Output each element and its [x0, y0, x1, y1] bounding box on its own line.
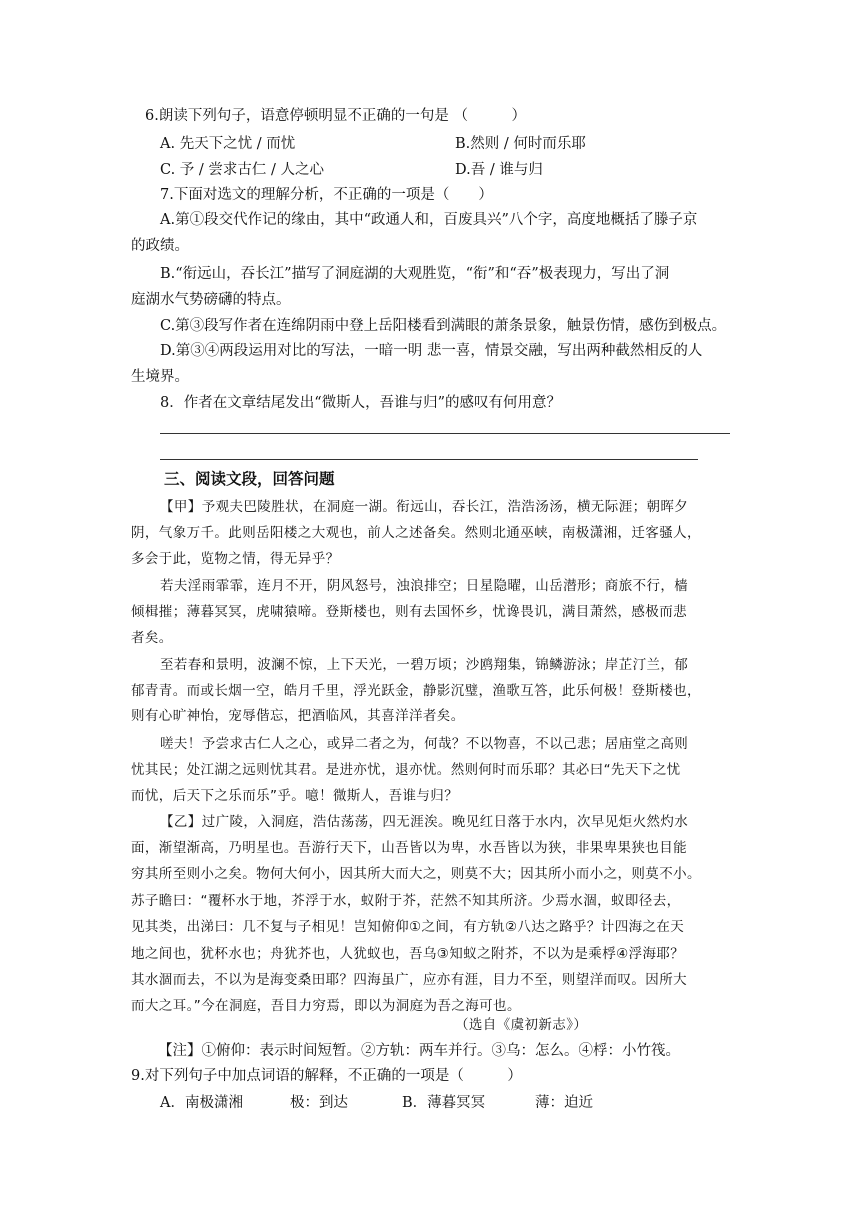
- passage-jia-line: 多会于此，览物之情，得无异乎？: [131, 551, 340, 567]
- annotation-notes: 【注】①俯仰：表示时间短暂。②方轨：两车并行。③乌：怎么。④桴：小竹筏。: [158, 1043, 680, 1059]
- question-6-option-a: A. 先天下之忧 / 而忧: [160, 136, 296, 152]
- question-9-option-b: B．薄暮冥冥: [402, 1095, 486, 1111]
- passage-yi-line: 穷其所至则小之矣。物何大何小，因其所大而大之，则莫不大；因其所小而小之，则莫不小。: [131, 866, 701, 882]
- question-6-stem: 6.朗读下列句子，语意停顿明显不正确的一句是 （ ）: [145, 108, 526, 124]
- passage-yi-line: 其水涸而去，不以为是海变桑田耶？四海虽广，应亦有涯，目力不至，则望洋而叹。因所大: [131, 972, 687, 988]
- question-9-option-b-gloss: 薄：迫近: [535, 1095, 593, 1111]
- answer-line-1: [160, 433, 730, 434]
- passage-yi-line: 面，渐望渐高，乃明星也。吾游行天下，山吾皆以为卑，水吾皆以为狭，非果卑果狭也目能: [131, 840, 687, 856]
- passage-jia-line: 【甲】予观夫巴陵胜状，在洞庭一湖。衔远山，吞长江，浩浩汤汤，横无际涯；朝晖夕: [160, 499, 689, 515]
- question-7-option-c: C.第③段写作者在连绵阴雨中登上岳阳楼看到满眼的萧条景象，触景伤情，感伤到极点。: [160, 318, 727, 334]
- passage-yi-line: 地之间也，犹杯水也；舟犹芥也，人犹蚁也，吾乌③知蚁之附芥，不以为是乘桴④浮海耶？: [131, 946, 685, 962]
- passage-jia-line: 忧其民；处江湖之远则忧其君。是进亦忧，退亦忧。然则何时而乐耶？其必曰“先天下之忧: [131, 762, 681, 778]
- passage-yi-line: 见其类，出涕曰：几不复与子相见！岂知俯仰①之间，有方轨②八达之路乎？计四海之在天: [131, 919, 685, 935]
- question-9-option-a: A．南极潇湘: [160, 1095, 243, 1111]
- question-8-stem: 8．作者在文章结尾发出“微斯人，吾谁与归”的感叹有何用意？: [160, 395, 562, 411]
- passage-jia-line: 若夫淫雨霏霏，连月不开，阴风怒号，浊浪排空；日星隐曜，山岳潜形；商旅不行，樯: [160, 578, 689, 594]
- answer-line-2: [160, 459, 698, 460]
- question-7-option-d-line1: D.第③④两段运用对比的写法，一暗一明 悲一喜，情景交融，写出两种截然相反的人: [160, 343, 703, 359]
- passage-jia-line: 郁青青。而或长烟一空，皓月千里，浮光跃金，静影沉璧，渔歌互答，此乐何极！登斯楼也，: [131, 683, 701, 699]
- passage-jia-line: 倾楫摧；薄暮冥冥，虎啸猿啼。登斯楼也，则有去国怀乡，忧谗畏讥，满目萧然，感极而悲: [131, 604, 687, 620]
- question-6-option-d: D.吾 / 谁与归: [455, 162, 543, 178]
- question-7-option-b-line2: 庭湖水气势磅礴的特点。: [131, 292, 291, 308]
- question-6-option-b: B.然则 / 何时而乐耶: [455, 136, 586, 152]
- question-6-option-c: C. 予 / 尝求古仁 / 人之心: [160, 162, 325, 178]
- passage-yi-line: 【乙】过广陵，入洞庭，浩估荡荡，四无涯涘。晚见红日落于水内，次早见炬火然灼水: [160, 814, 689, 830]
- question-7-option-b-line1: B.“衔远山，吞长江”描写了洞庭湖的大观胜览，“衔”和“吞”极表现力，写出了洞: [160, 266, 670, 282]
- section-3-title: 三、阅读文段，回答问题: [164, 469, 335, 488]
- question-9-option-a-gloss: 极：到达: [290, 1095, 348, 1111]
- question-7-option-a-line2: 的政绩。: [131, 238, 189, 254]
- question-7-option-d-line2: 生境界。: [131, 369, 189, 385]
- passage-yi-line: 而大之耳。”今在洞庭，吾目力穷焉，即以为洞庭为吾之海可也。: [131, 998, 521, 1014]
- passage-jia-line: 嗟夫！予尝求古仁人之心，或异二者之为，何哉？不以物喜，不以己悲；居庙堂之高则: [160, 736, 689, 752]
- question-9-stem: 9.对下列句子中加点词语的解释，不正确的一项是（ ）: [131, 1068, 522, 1084]
- passage-jia-line: 者矣。: [131, 630, 173, 646]
- passage-jia-line: 而忧，后天下之乐而乐”乎。噫！微斯人，吾谁与归？: [131, 788, 459, 804]
- passage-source: （选自《虞初新志》）: [455, 1017, 588, 1033]
- question-7-option-a-line1: A.第①段交代作记的缘由，其中“政通人和，百废具兴”八个字，高度地概括了滕子京: [160, 212, 698, 228]
- passage-yi-line: 苏子瞻曰：“覆杯水于地，芥浮于水，蚁附于芥，茫然不知其所济。少焉水涸，蚁即径去，: [131, 893, 681, 909]
- passage-jia-line: 至若春和景明，波澜不惊，上下天光，一碧万顷；沙鸥翔集，锦鳞游泳；岸芷汀兰，郁: [160, 657, 689, 673]
- question-7-stem: 7.下面对选文的理解分析，不正确的一项是（ ）: [160, 187, 493, 203]
- passage-jia-line: 则有心旷神怡，宠辱偕忘，把酒临风，其喜洋洋者矣。: [131, 708, 465, 724]
- passage-jia-line: 阴，气象万千。此则岳阳楼之大观也，前人之述备矣。然则北通巫峡，南极潇湘，迁客骚人，: [131, 525, 701, 541]
